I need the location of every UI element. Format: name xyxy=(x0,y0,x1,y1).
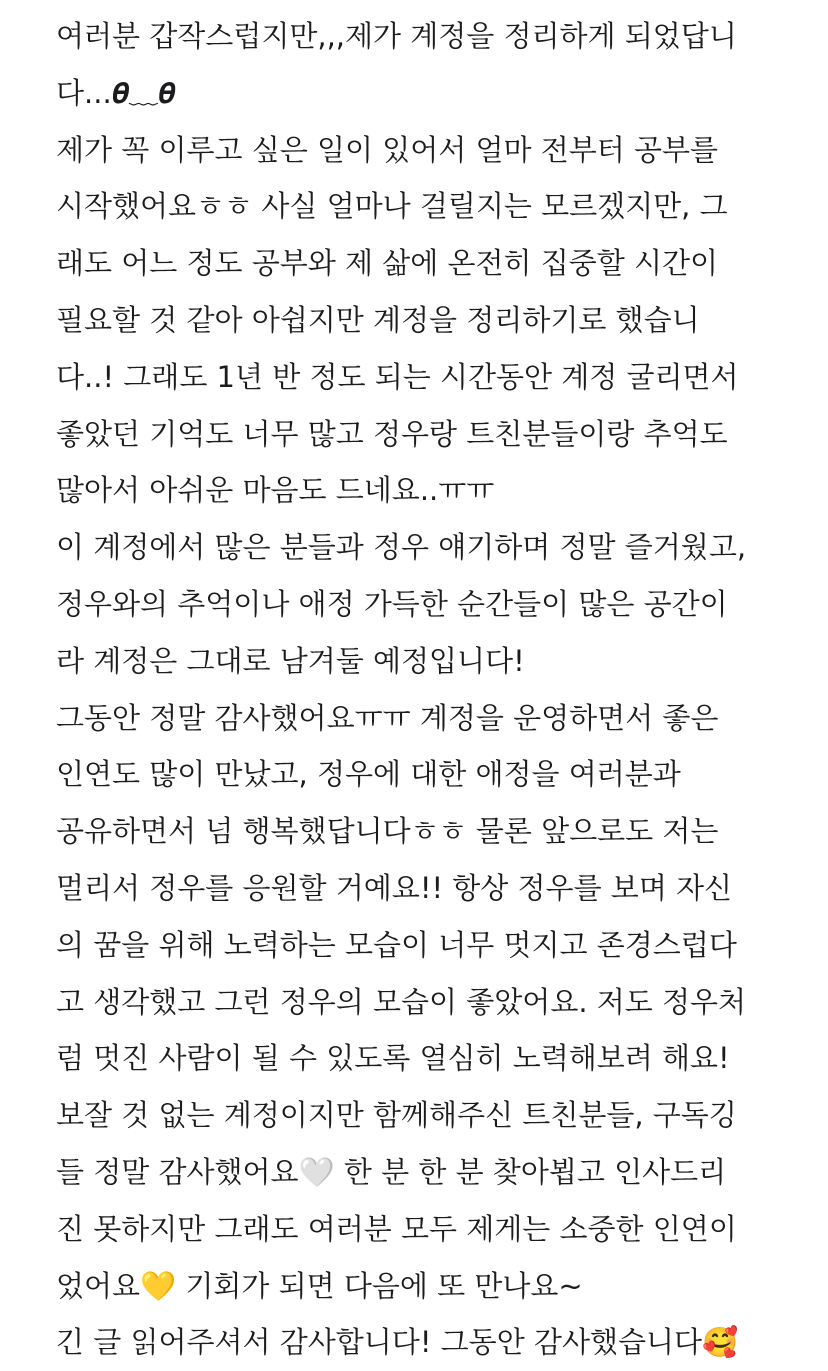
note-line: 시작했어요ㅎㅎ 사실 얼마나 걸릴지는 모르겠지만, 그 xyxy=(56,189,728,224)
note-line: 필요할 것 같아 아쉽지만 계정을 정리하기로 했습니 xyxy=(56,302,700,337)
note-line: 었어요💛 기회가 되면 다음에 또 만나요~ xyxy=(56,1268,583,1303)
note-line: 진 못하지만 그래도 여러분 모두 제게는 소중한 인연이 xyxy=(56,1211,737,1246)
note-line: 럼 멋진 사람이 될 수 있도록 열심히 노력해보려 해요! xyxy=(56,1041,730,1076)
note-line: 멀리서 정우를 응원할 거예요!! 항상 정우를 보며 자신 xyxy=(56,870,733,905)
note-line: 긴 글 읽어주셔서 감사합니다! 그동안 감사했습니다🥰 xyxy=(56,1325,739,1360)
note-text xyxy=(56,8,786,1371)
note-line: 공유하면서 넘 행복했답니다ㅎㅎ 물론 앞으로도 저는 xyxy=(56,814,719,849)
note-line: 라 계정은 그대로 남겨둘 예정입니다! xyxy=(56,643,525,678)
note-line: 인연도 많이 만났고, 정우에 대한 애정을 여러분과 xyxy=(56,757,681,792)
note-line: 보잘 것 없는 계정이지만 함께해주신 트친분들, 구독깅 xyxy=(56,1098,737,1133)
note-line: 그동안 정말 감사했어요ㅠㅠ 계정을 운영하면서 좋은 xyxy=(56,700,719,735)
note-line: 여러분 갑작스럽지만,,,제가 계정을 정리하게 되었답니 xyxy=(56,19,737,53)
note-line: 다...𝜽﹏𝜽 xyxy=(56,75,176,110)
note-line: 고 생각했고 그런 정우의 모습이 좋았어요. 저도 정우처 xyxy=(56,984,747,1019)
note-line: 정우와의 추억이나 애정 가득한 순간들이 많은 공간이 xyxy=(56,586,728,621)
note-line: 이 계정에서 많은 분들과 정우 얘기하며 정말 즐거웠고, xyxy=(56,530,747,565)
note-line: 의 꿈을 위해 노력하는 모습이 너무 멋지고 존경스럽다 xyxy=(56,927,737,962)
note-line: 래도 어느 정도 공부와 제 삶에 온전히 집중할 시간이 xyxy=(56,246,719,281)
note-line: 많아서 아쉬운 마음도 드네요..ㅠㅠ xyxy=(56,473,495,508)
note-line: 좋았던 기억도 너무 많고 정우랑 트친분들이랑 추억도 xyxy=(56,416,728,451)
note-line: 다..! 그래도 1년 반 정도 되는 시간동안 계정 굴리면서 xyxy=(56,359,739,394)
note-line: 제가 꼭 이루고 싶은 일이 있어서 얼마 전부터 공부를 xyxy=(56,132,719,167)
note-line: 들 정말 감사했어요🤍 한 분 한 분 찾아뵙고 인사드리 xyxy=(56,1154,727,1189)
